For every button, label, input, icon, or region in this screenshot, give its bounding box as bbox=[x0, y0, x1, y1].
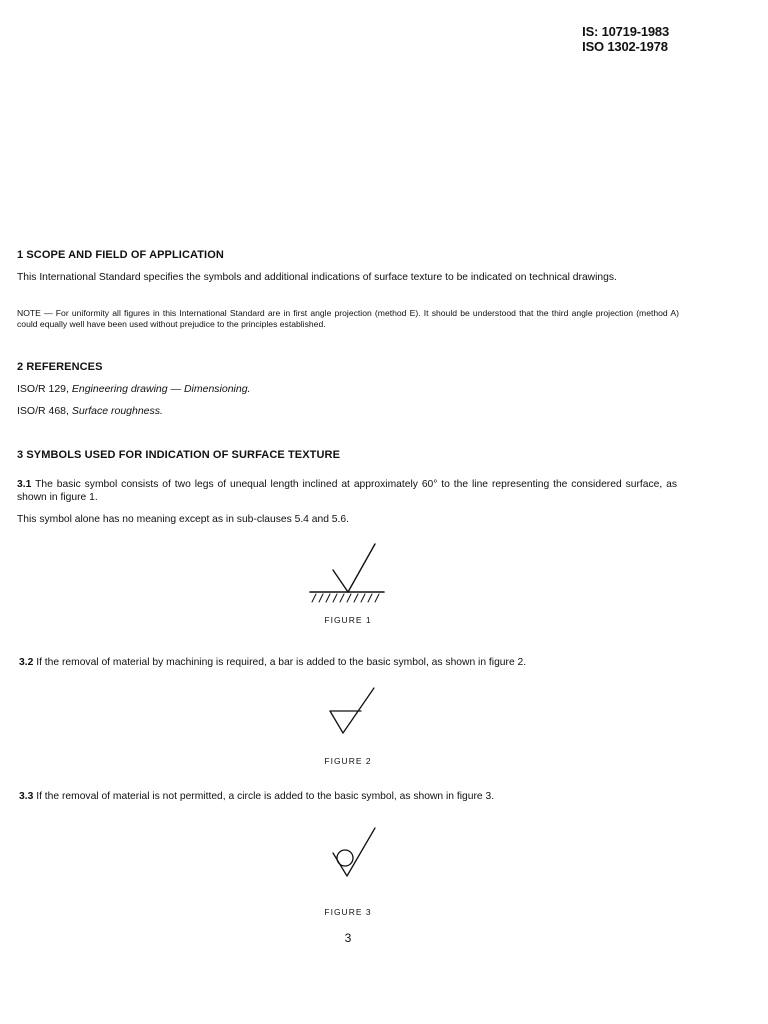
clause-3-3 bbox=[19, 790, 679, 803]
clause-3-1-continuation: This symbol alone has no meaning except as in sub-clauses 5.4 and 5.6. bbox=[17, 514, 349, 525]
reference-iso-r-468 bbox=[17, 405, 163, 417]
clause-text: If the removal of material is not permitted, a circle is added to the basic symbol, as shown in figure 3. bbox=[36, 791, 495, 802]
section-3-heading: 3 SYMBOLS USED FOR INDICATION OF SURFACE TEXTURE bbox=[17, 449, 341, 461]
clause-3-2 bbox=[19, 656, 679, 669]
clause-text: If the removal of material by machining is required, a bar is added to the basic symbol, as shown in figure 2. bbox=[36, 657, 527, 668]
short-leg bbox=[333, 570, 348, 592]
figure-1-basic-symbol bbox=[300, 540, 390, 606]
standard-number-block bbox=[582, 24, 669, 54]
clause-number: 3.1 bbox=[17, 479, 32, 490]
reference-title: Surface roughness. bbox=[71, 405, 163, 417]
reference-iso-r-129 bbox=[17, 383, 250, 395]
clause-number: 3.2 bbox=[19, 657, 34, 668]
figure-3-caption: FIGURE 3 bbox=[324, 907, 372, 917]
figure-1-caption: FIGURE 1 bbox=[324, 615, 372, 625]
figure-3-no-removal-symbol bbox=[320, 824, 380, 880]
clause-number: 3.3 bbox=[19, 791, 34, 802]
short-leg bbox=[330, 711, 343, 733]
section-1-note: NOTE — For uniformity all figures in this International Standard are in first angle projection (method E). It should be understood that the third angle projection (method A) could equally well have been used without prejudice to the principles established. bbox=[17, 308, 679, 329]
iso-standard-number: ISO 1302-1978 bbox=[582, 39, 668, 54]
section-1-heading: 1 SCOPE AND FIELD OF APPLICATION bbox=[17, 249, 224, 261]
reference-code: ISO/R 129, bbox=[17, 383, 69, 395]
figure-2-caption: FIGURE 2 bbox=[324, 756, 372, 766]
page-number: 3 bbox=[344, 931, 352, 945]
section-2-heading: 2 REFERENCES bbox=[17, 361, 103, 373]
reference-title: Engineering drawing — Dimensioning. bbox=[71, 383, 251, 395]
short-leg bbox=[333, 853, 347, 876]
is-standard-number: IS: 10719-1983 bbox=[582, 24, 669, 39]
hatch-lines bbox=[312, 594, 379, 602]
reference-code: ISO/R 468, bbox=[17, 405, 69, 417]
figure-2-machining-symbol bbox=[320, 684, 380, 740]
long-leg bbox=[348, 544, 375, 592]
clause-text: The basic symbol consists of two legs of unequal length inclined at approximately 60° to the line representing the considered surface, as shown in figure 1. bbox=[17, 479, 677, 503]
clause-3-1 bbox=[17, 478, 677, 504]
section-1-paragraph: This International Standard specifies the symbols and additional indications of surface texture to be indicated on technical drawings. bbox=[17, 272, 617, 283]
